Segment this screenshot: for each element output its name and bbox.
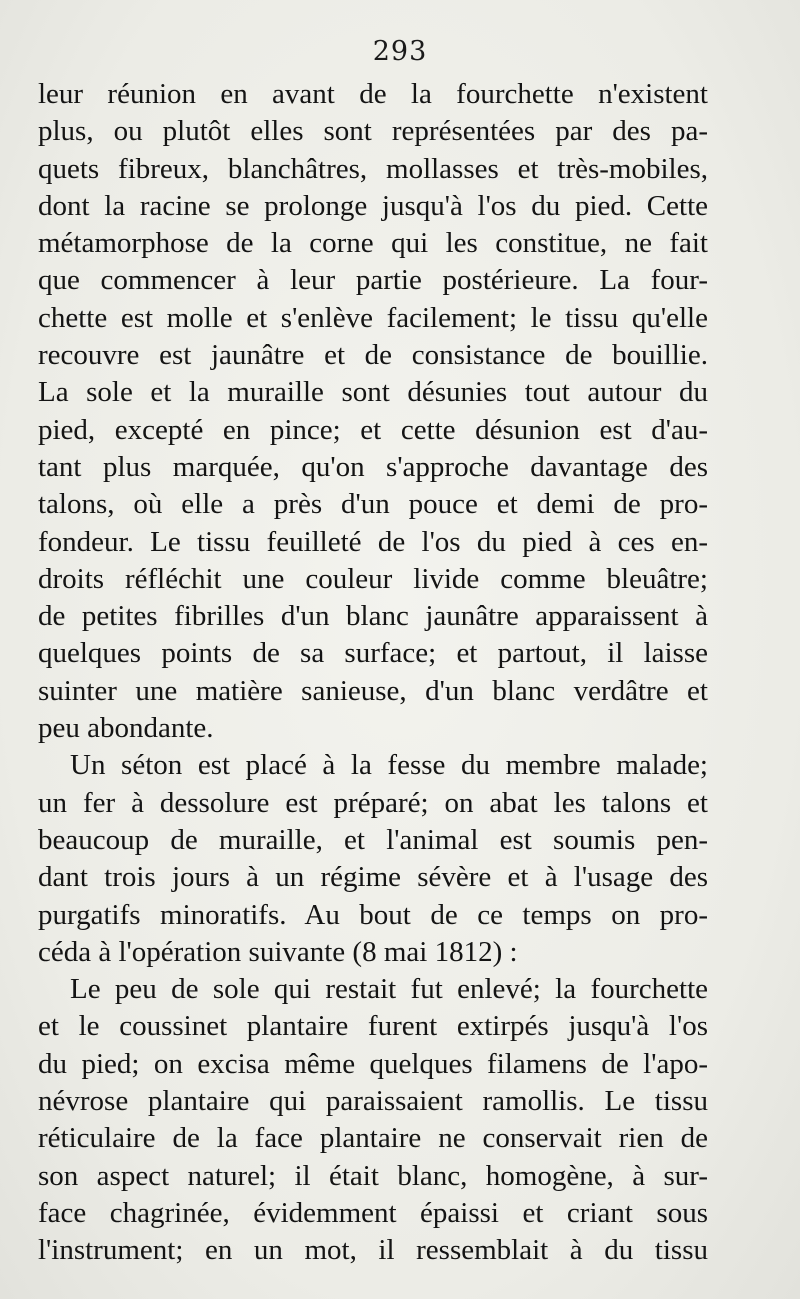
text-line: métamorphose de la corne qui les constitue, ne fait [38,227,708,260]
body-text [38,76,708,1270]
text-line: Un séton est placé à la fesse du membre malade; [70,749,708,782]
text-line: et le coussinet plantaire furent extirpés jusqu'à l'os [38,1010,708,1043]
text-line: un fer à dessolure est préparé; on abat les talons et [38,786,708,819]
text-line: céda à l'opération suivante (8 mai 1812) : [38,935,518,968]
text-line: talons, où elle a près d'un pouce et demi de pro- [38,488,708,521]
text-line: La sole et la muraille sont désunies tout autour du [38,376,708,409]
text-line: beaucoup de muraille, et l'animal est soumis pen- [38,823,708,856]
text-line: quelques points de sa surface; et partout, il laisse [38,637,708,670]
text-line: dont la racine se prolonge jusqu'à l'os du pied. Cette [38,189,708,222]
text-line: fondeur. Le tissu feuilleté de l'os du pied à ces en- [38,525,708,558]
text-line: suinter une matière sanieuse, d'un blanc verdâtre et [38,674,708,707]
text-line: de petites fibrilles d'un blanc jaunâtre apparaissent à [38,600,708,633]
text-line: son aspect naturel; il était blanc, homogène, à sur- [38,1159,708,1192]
text-line: peu abondante. [38,712,214,745]
text-line: plus, ou plutôt elles sont représentées par des pa- [38,115,708,148]
page-number: 293 [372,36,428,67]
text-line: droits réfléchit une couleur livide comme bleuâtre; [38,562,708,595]
text-line: leur réunion en avant de la fourchette n'existent [38,78,708,110]
text-line: chette est molle et s'enlève facilement; le tissu qu'elle [38,301,708,334]
text-line: purgatifs minoratifs. Au bout de ce temps on pro- [38,898,708,931]
text-line: l'instrument; en un mot, il ressemblait à du tissu [38,1234,708,1267]
text-line: du pied; on excisa même quelques filamens de l'apo- [38,1047,708,1080]
text-line: quets fibreux, blanchâtres, mollasses et très-mobiles, [38,152,708,185]
text-line: recouvre est jaunâtre et de consistance de bouillie. [38,339,708,372]
text-line: tant plus marquée, qu'on s'approche davantage des [38,450,708,483]
text-line: névrose plantaire qui paraissaient ramollis. Le tissu [38,1085,708,1118]
text-line: réticulaire de la face plantaire ne conservait rien de [38,1122,708,1155]
text-line: que commencer à leur partie postérieure. La four- [38,264,708,297]
text-line: Le peu de sole qui restait fut enlevé; la fourchette [70,973,708,1006]
text-line: face chagrinée, évidemment épaissi et criant sous [38,1196,708,1229]
text-line: pied, excepté en pince; et cette désunion est d'au- [38,413,708,446]
text-line: dant trois jours à un régime sévère et à l'usage des [38,861,708,894]
